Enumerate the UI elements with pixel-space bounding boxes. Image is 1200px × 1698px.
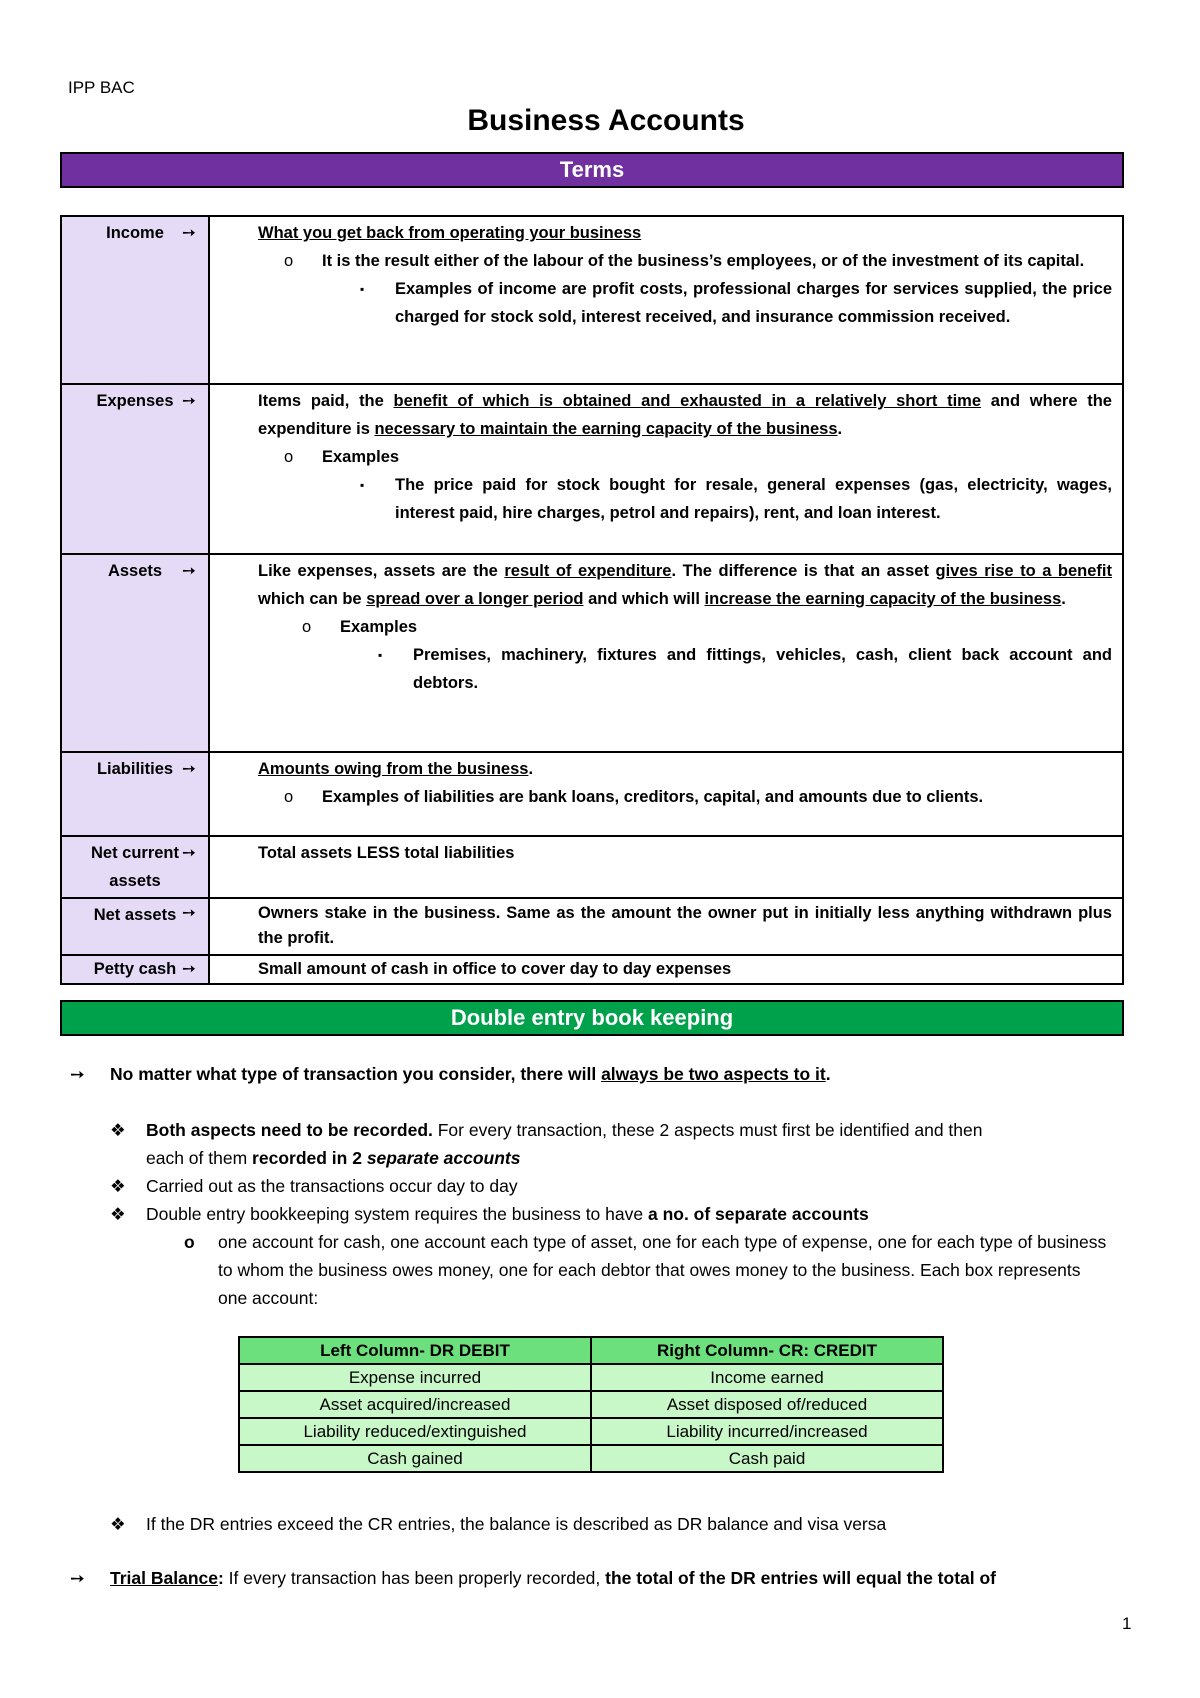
sub-point: o one account for cash, one account each type of asset, one for each type of expense, one for each type of business to whom the business owes money, one for each debtor that owes money to the business. Each box represents one account:	[218, 1228, 1110, 1312]
column-header: Right Column- CR: CREDIT	[591, 1337, 943, 1364]
header-label: IPP BAC	[68, 78, 135, 97]
terms-heading: Terms	[60, 152, 1124, 188]
trial-balance-line: ➙ Trial Balance: If every transaction has been properly recorded, the total of the DR entries will equal the total of	[70, 1564, 1130, 1592]
table-row	[239, 1418, 943, 1445]
definition-text: Amounts owing from the business.	[258, 760, 534, 778]
circle-bullet-icon: o	[302, 618, 312, 636]
diamond-bullet-icon: ❖	[110, 1120, 126, 1140]
definition-cell	[182, 216, 1123, 384]
table-row	[61, 898, 1123, 955]
table-row	[239, 1391, 943, 1418]
diamond-bullet-icon: ❖	[110, 1514, 126, 1534]
table-cell: Asset acquired/increased	[239, 1391, 591, 1418]
arrow-icon: ➙	[182, 392, 196, 410]
table-row	[61, 216, 1123, 384]
sub-point: Examples	[340, 618, 418, 636]
definition-cell	[182, 836, 1123, 898]
sub-point: It is the result either of the labour of the business’s employees, or of the investment of its capital.	[322, 252, 1085, 270]
circle-bullet-icon: o	[284, 252, 294, 270]
square-bullet-icon: ▪	[378, 648, 383, 662]
table-row	[61, 955, 1123, 984]
definition-cell	[182, 955, 1123, 984]
sub-sub-point: The price paid for stock bought for resale, general expenses (gas, electricity, wages, interest paid, hire charges, petrol and repairs), rent, and loan interest.	[395, 476, 1112, 522]
page-number: 1	[1122, 1614, 1132, 1633]
bullet-point: ❖ Double entry bookkeeping system requires the business to have a no. of separate accounts	[110, 1200, 1110, 1228]
definition-cell	[182, 898, 1123, 955]
sub-sub-point: Examples of income are profit costs, professional charges for services supplied, the price charged for stock sold, interest received, and insurance commission received.	[395, 280, 1112, 326]
definition-text: Total assets LESS total liabilities	[258, 844, 515, 862]
square-bullet-icon: ▪	[360, 282, 365, 296]
table-row	[61, 836, 1123, 898]
bullet-point: ❖ Carried out as the transactions occur day to day	[110, 1172, 1110, 1200]
table-row	[239, 1364, 943, 1391]
term-cell: Expenses	[61, 384, 209, 554]
definition-cell	[182, 752, 1123, 836]
bullet-point: ❖ If the DR entries exceed the CR entries, the balance is described as DR balance and visa versa	[110, 1510, 1110, 1538]
table-cell: Liability reduced/extinguished	[239, 1418, 591, 1445]
terms-table	[60, 215, 1124, 985]
table-cell: Cash gained	[239, 1445, 591, 1472]
term-cell: Net current assets	[61, 836, 209, 898]
table-cell: Cash paid	[591, 1445, 943, 1472]
definition-text: Owners stake in the business. Same as the amount the owner put in initially less anything withdrawn plus the profit.	[258, 904, 1112, 947]
double-entry-heading: Double entry book keeping	[60, 1000, 1124, 1036]
table-cell: Asset disposed of/reduced	[591, 1391, 943, 1418]
table-cell: Expense incurred	[239, 1364, 591, 1391]
arrow-icon: ➙	[182, 224, 196, 242]
arrow-icon: ➙	[182, 562, 196, 580]
sub-point: Examples	[322, 448, 400, 466]
diamond-bullet-icon: ❖	[110, 1176, 126, 1196]
circle-bullet-icon: o	[284, 788, 294, 806]
sub-sub-point: Premises, machinery, fixtures and fittings, vehicles, cash, client back account and debtors.	[413, 646, 1112, 692]
circle-bullet-icon: o	[184, 1232, 195, 1252]
term-cell: Income	[61, 216, 209, 384]
table-cell: Liability incurred/increased	[591, 1418, 943, 1445]
table-row	[61, 554, 1123, 752]
arrow-icon: ➙	[70, 1064, 85, 1084]
table-row	[61, 752, 1123, 836]
term-cell: Assets	[61, 554, 209, 752]
double-entry-intro: ➙ No matter what type of transaction you consider, there will always be two aspects to it.	[70, 1060, 1130, 1088]
definition-cell	[182, 554, 1123, 752]
definition-cell	[182, 384, 1123, 554]
table-cell: Income earned	[591, 1364, 943, 1391]
circle-bullet-icon: o	[284, 448, 294, 466]
term-cell: Petty cash	[61, 955, 209, 984]
table-row	[239, 1445, 943, 1472]
table-row	[61, 384, 1123, 554]
debit-credit-table	[238, 1336, 944, 1473]
arrow-icon: ➙	[182, 760, 196, 778]
term-cell: Net assets	[61, 898, 209, 955]
arrow-icon: ➙	[182, 844, 196, 862]
definition-text: Small amount of cash in office to cover day to day expenses	[258, 960, 732, 978]
diamond-solid-bullet-icon: ❖	[110, 1204, 126, 1224]
definition-text: Items paid, the benefit of which is obtained and exhausted in a relatively short time and where the expenditure is necessary to maintain the earning capacity of the business.	[258, 392, 1112, 438]
arrow-icon: ➙	[70, 1568, 85, 1588]
table-header-row	[239, 1337, 943, 1364]
column-header: Left Column- DR DEBIT	[239, 1337, 591, 1364]
definition-text: Like expenses, assets are the result of expenditure. The difference is that an asset gives rise to a benefit which can be spread over a longer period and which will increase the earning capacity of the business.	[258, 562, 1113, 608]
arrow-icon: ➙	[182, 904, 196, 922]
page-title: Business Accounts	[467, 104, 745, 137]
definition-text: What you get back from operating your business	[258, 224, 642, 242]
square-bullet-icon: ▪	[360, 478, 365, 492]
sub-point: Examples of liabilities are bank loans, creditors, capital, and amounts due to clients.	[322, 788, 984, 806]
term-cell: Liabilities	[61, 752, 209, 836]
arrow-icon: ➙	[182, 960, 196, 978]
bullet-point: ❖ Both aspects need to be recorded. For every transaction, these 2 aspects must first be identified and then each of them recorded in 2 separate accounts	[110, 1116, 1110, 1172]
